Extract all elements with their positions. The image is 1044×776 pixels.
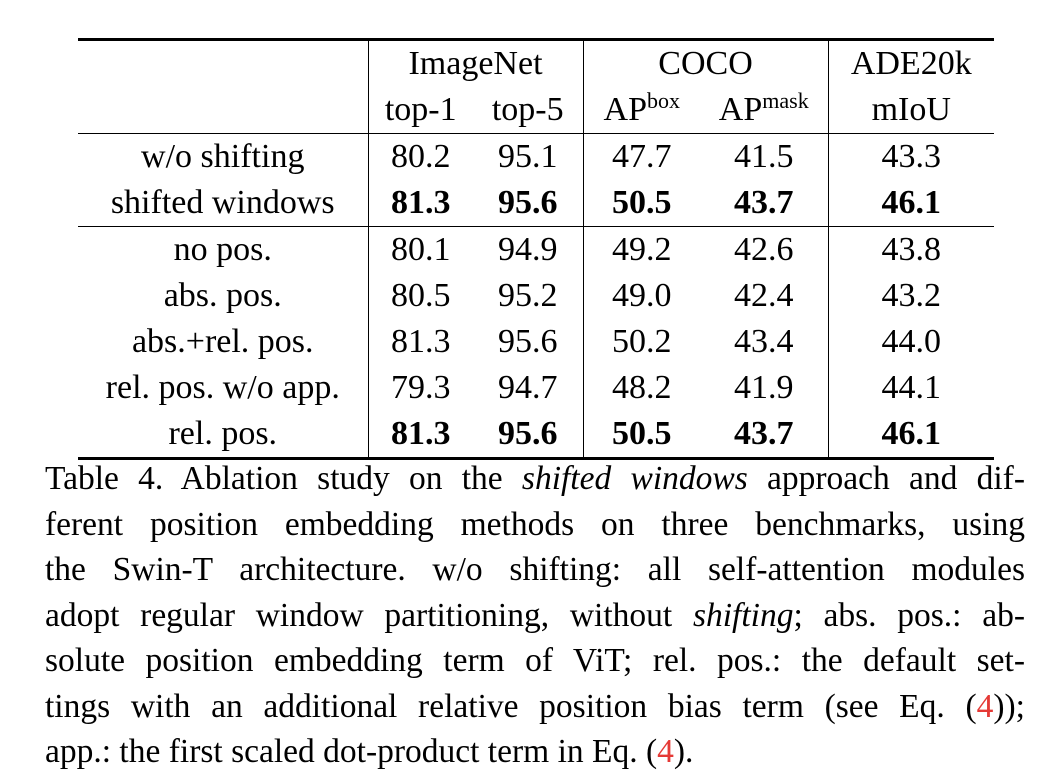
- ap-box-sup: box: [647, 88, 680, 113]
- apmask-cell: 41.9: [734, 369, 794, 406]
- table-row: [78, 180, 994, 227]
- apbox-cell: 50.5: [583, 411, 700, 459]
- miou-header: mIoU: [828, 87, 994, 134]
- apmask-cell: 42.6: [734, 231, 794, 268]
- miou-cell: 43.2: [828, 273, 994, 319]
- ade20k-header: ADE20k: [828, 40, 994, 88]
- miou-cell: 43.3: [828, 134, 994, 181]
- ap-box-base: AP: [603, 91, 647, 128]
- table-row: [78, 273, 994, 319]
- top1-header: top-1: [368, 87, 473, 134]
- method-cell: rel. pos.: [78, 411, 368, 459]
- top1-cell: 80.2: [368, 134, 473, 181]
- table-row: [78, 411, 994, 459]
- caption-line: the Swin-T architecture. w/o shifting: all self-attention modules: [45, 551, 1025, 588]
- top1-cell: 79.3: [368, 365, 473, 411]
- imagenet-header: ImageNet: [368, 40, 583, 88]
- caption-line: [45, 593, 1025, 639]
- method-cell: rel. pos. w/o app.: [105, 369, 340, 406]
- miou-cell: 44.1: [828, 365, 994, 411]
- top5-cell: 95.6: [498, 323, 558, 360]
- apbox-cell: 49.0: [583, 273, 700, 319]
- method-cell: abs.+rel. pos.: [131, 323, 314, 360]
- caption-line: ferent position embedding methods on three benchmarks, using: [45, 505, 1025, 543]
- table-row: [78, 319, 994, 365]
- sub-header-row: [78, 87, 994, 134]
- top1-cell: 81.3: [368, 411, 473, 459]
- apbox-cell: 49.2: [583, 227, 700, 274]
- table-caption: [45, 456, 1025, 775]
- miou-cell: 43.8: [828, 227, 994, 274]
- top5-cell: 94.9: [498, 231, 558, 268]
- caption-text: approach and dif-: [747, 460, 1025, 497]
- top1-cell: 80.1: [368, 227, 473, 274]
- table-row: [78, 365, 994, 411]
- table-row: [78, 227, 994, 274]
- apbox-cell: 50.5: [583, 180, 700, 227]
- ablation-table: [78, 38, 994, 460]
- caption-line: [45, 456, 1025, 502]
- caption-text: adopt regular window partitioning, without: [45, 596, 693, 634]
- miou-cell: 46.1: [828, 180, 994, 227]
- caption-italic: shifted windows: [521, 460, 748, 497]
- apmask-cell: 42.4: [734, 277, 794, 314]
- caption-text: ; abs. pos.: ab-: [793, 596, 1025, 634]
- group-header-row: [78, 40, 994, 88]
- caption-line: [45, 729, 1025, 775]
- caption-text: ).: [673, 733, 694, 770]
- ap-box-header: [583, 87, 700, 134]
- caption-italic: shifting: [692, 596, 794, 634]
- top5-cell: 94.7: [498, 369, 558, 406]
- caption-text: ));: [993, 687, 1025, 725]
- method-cell: abs. pos.: [163, 277, 282, 314]
- ap-mask-sup: mask: [762, 88, 809, 113]
- miou-cell: 46.1: [828, 411, 994, 459]
- apmask-cell: 41.5: [734, 138, 794, 175]
- header-empty-cell: [78, 40, 368, 88]
- apbox-cell: 47.7: [583, 134, 700, 181]
- method-cell: shifted windows: [78, 180, 368, 227]
- ap-mask-header: [700, 87, 828, 134]
- method-cell: no pos.: [173, 231, 272, 268]
- top1-cell: 81.3: [368, 319, 473, 365]
- caption-text: Table 4. Ablation study on the: [45, 460, 522, 497]
- top1-cell: 80.5: [368, 273, 473, 319]
- miou-cell: 44.0: [828, 319, 994, 365]
- apmask-cell: 43.7: [700, 411, 828, 459]
- top5-cell: 95.2: [498, 277, 558, 314]
- equation-ref-link[interactable]: 4: [657, 733, 674, 770]
- header-empty-cell: [78, 87, 368, 134]
- top5-cell: 95.6: [473, 180, 583, 227]
- caption-line: solute position embedding term of ViT; rel. pos.: the default set-: [45, 642, 1025, 679]
- caption-line: [45, 684, 1025, 730]
- caption-text: app.: the first scaled dot-product term in Eq. (: [45, 733, 658, 770]
- coco-header: COCO: [583, 40, 828, 88]
- apbox-cell: 50.2: [583, 319, 700, 365]
- ap-mask-base: AP: [718, 91, 763, 128]
- caption-text: tings with an additional relative position bias term (see Eq. (: [45, 687, 977, 725]
- top1-cell: 81.3: [368, 180, 473, 227]
- top5-cell: 95.6: [473, 411, 583, 459]
- table-row: [78, 134, 994, 181]
- top5-cell: 95.1: [498, 138, 558, 175]
- apbox-cell: 48.2: [583, 365, 700, 411]
- top5-header: top-5: [473, 87, 583, 134]
- method-cell: w/o shifting: [141, 138, 305, 175]
- equation-ref-link[interactable]: 4: [976, 687, 994, 725]
- apmask-cell: 43.4: [734, 323, 794, 360]
- apmask-cell: 43.7: [700, 180, 828, 227]
